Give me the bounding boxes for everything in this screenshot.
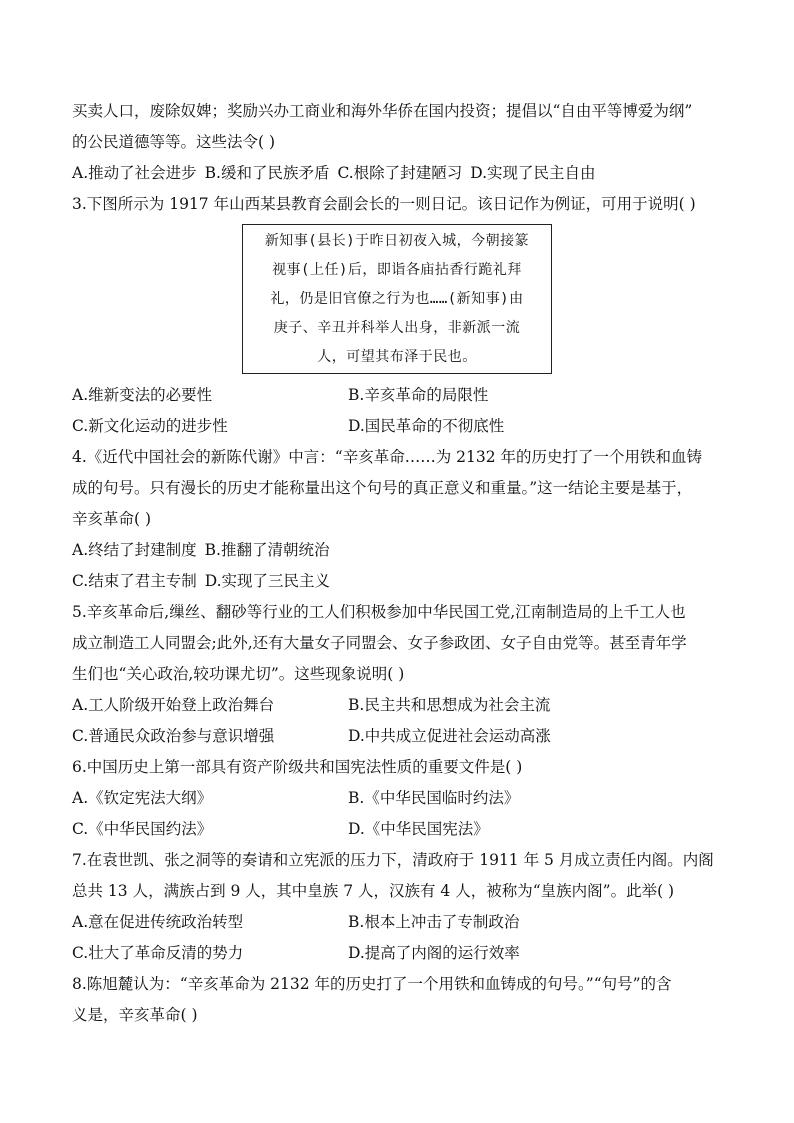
question-8-line-1: 8.陈旭麓认为：“辛亥革命为 2132 年的历史打了一个用铁和血铸成的句号。”“句号”的含 bbox=[72, 975, 672, 993]
question-4-options-row-2 bbox=[72, 566, 732, 597]
question-3 bbox=[72, 189, 732, 442]
option-b[interactable]: B.民主共和思想成为社会主流 bbox=[348, 696, 551, 714]
option-d[interactable]: D.中共成立促进社会运动高涨 bbox=[348, 727, 551, 745]
question-7-options-row-2 bbox=[72, 938, 732, 969]
option-d[interactable]: D.国民革命的不彻底性 bbox=[348, 417, 505, 435]
option-c[interactable]: C.壮大了革命反清的势力 bbox=[72, 944, 244, 962]
option-b[interactable]: B.缓和了民族矛盾 bbox=[204, 164, 330, 182]
question-6-options-row-2 bbox=[72, 814, 732, 845]
question-5-line-3: 生们也“关心政治,较功课尤切”。这些现象说明( ) bbox=[72, 665, 405, 683]
option-d[interactable]: D.《中华民国宪法》 bbox=[348, 820, 489, 838]
question-7-options-row-1 bbox=[72, 907, 732, 938]
question-4-options-row-1 bbox=[72, 535, 732, 566]
question-7 bbox=[72, 845, 732, 969]
question-3-options-row-2 bbox=[72, 411, 732, 442]
question-4-line-3: 辛亥革命( ) bbox=[72, 510, 152, 528]
option-a[interactable]: A.终结了封建制度 bbox=[72, 541, 197, 559]
option-b[interactable]: B.《中华民国临时约法》 bbox=[348, 789, 520, 807]
question-3-options-row-1 bbox=[72, 380, 732, 411]
question-2-line-2: 的公民道德等等。这些法令( ) bbox=[72, 133, 276, 151]
option-c[interactable]: C.根除了封建陋习 bbox=[337, 164, 463, 182]
option-d[interactable]: D.提高了内阁的运行效率 bbox=[348, 944, 520, 962]
diary-quote-line: 人，可望其布泽于民也。 bbox=[317, 349, 477, 365]
option-c[interactable]: C.普通民众政治参与意识增强 bbox=[72, 727, 275, 745]
question-5-line-1: 5.辛亥革命后,缫丝、翻砂等行业的工人们积极参加中华民国工党,江南制造局的上千工人也 bbox=[72, 603, 686, 621]
question-4 bbox=[72, 442, 732, 597]
diary-quote-line: 新知事(县长)于昨日初夜入城，今朝接篆 bbox=[264, 233, 530, 249]
option-d[interactable]: D.实现了民主自由 bbox=[470, 164, 596, 182]
question-content bbox=[72, 96, 732, 1031]
option-c[interactable]: C.新文化运动的进步性 bbox=[72, 417, 228, 435]
option-b[interactable]: B.辛亥革命的局限性 bbox=[348, 386, 489, 404]
option-c[interactable]: C.结束了君主专制 bbox=[72, 572, 197, 590]
question-4-line-2: 成的句号。只有漫长的历史才能称量出这个句号的真正意义和重量。”这一结论主要是基于， bbox=[72, 479, 693, 497]
question-2-line-1: 买卖人口，废除奴婢；奖励兴办工商业和海外华侨在国内投资；提倡以“自由平等博爱为纲” bbox=[72, 102, 693, 120]
question-8 bbox=[72, 969, 732, 1031]
option-b[interactable]: B.根本上冲击了专制政治 bbox=[348, 913, 520, 931]
question-3-stem: 3.下图所示为 1917 年山西某县教育会副会长的一则日记。该日记作为例证，可用于说明( ) bbox=[72, 195, 696, 213]
question-5 bbox=[72, 597, 732, 752]
diary-quote-line: 视事(上任)后，即诣各庙拈香行跪礼拜 bbox=[272, 262, 522, 278]
option-c[interactable]: C.《中华民国约法》 bbox=[72, 820, 213, 838]
question-5-line-2: 成立制造工人同盟会;此外,还有大量女子同盟会、女子参政团、女子自由党等。甚至青年学 bbox=[72, 634, 687, 652]
option-a[interactable]: A.推动了社会进步 bbox=[72, 164, 197, 182]
question-2-options bbox=[72, 158, 732, 189]
question-7-line-1: 7.在袁世凯、张之洞等的奏请和立宪派的压力下，清政府于 1911 年 5 月成立责任内阁。内阁 bbox=[72, 851, 714, 869]
option-d[interactable]: D.实现了三民主义 bbox=[204, 572, 331, 590]
option-a[interactable]: A.意在促进传统政治转型 bbox=[72, 913, 244, 931]
question-8-line-2: 义是，辛亥革命( ) bbox=[72, 1006, 198, 1024]
option-a[interactable]: A.工人阶级开始登上政治舞台 bbox=[72, 696, 275, 714]
question-6-stem: 6.中国历史上第一部具有资产阶级共和国宪法性质的重要文件是( ) bbox=[72, 758, 523, 776]
diary-quote-line: 礼，仍是旧官僚之行为也……(新知事)由 bbox=[270, 291, 524, 307]
question-6 bbox=[72, 752, 732, 845]
question-5-options-row-2 bbox=[72, 721, 732, 752]
question-5-options-row-1 bbox=[72, 690, 732, 721]
diary-quote-box bbox=[242, 224, 552, 374]
option-a[interactable]: A.《钦定宪法大纲》 bbox=[72, 789, 213, 807]
option-a[interactable]: A.维新变法的必要性 bbox=[72, 386, 213, 404]
question-7-line-2: 总共 13 人，满族占到 9 人，其中皇族 7 人，汉族有 4 人，被称为“皇族内阁”。此举( ) bbox=[72, 882, 675, 900]
option-b[interactable]: B.推翻了清朝统治 bbox=[204, 541, 330, 559]
diary-quote-line: 庚子、辛丑并科举人出身，非新派一流 bbox=[273, 320, 521, 336]
question-2 bbox=[72, 96, 732, 189]
question-4-line-1: 4.《近代中国社会的新陈代谢》中言：“辛亥革命……为 2132 年的历史打了一个用铁和血铸 bbox=[72, 448, 703, 466]
question-6-options-row-1 bbox=[72, 783, 732, 814]
